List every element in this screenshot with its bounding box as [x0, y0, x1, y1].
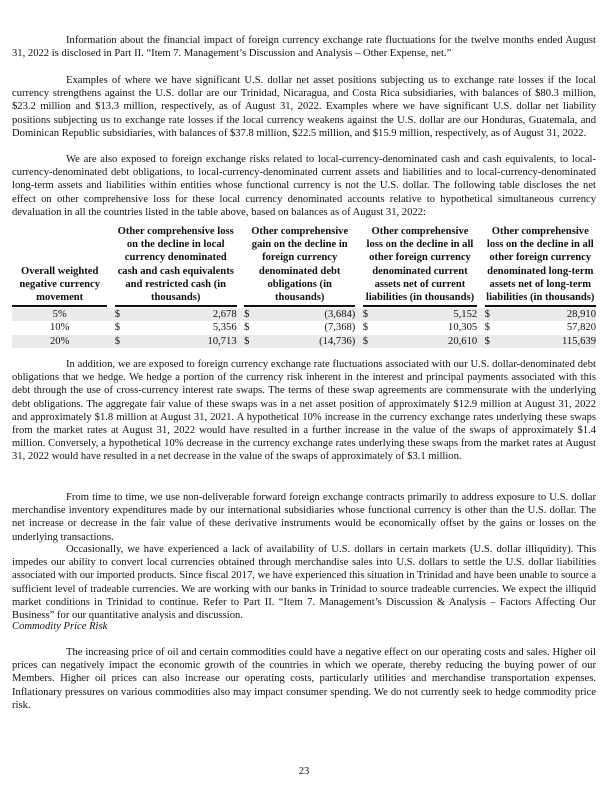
paragraph-local-currency-risk [12, 153, 596, 219]
column-header-movement: Overall weighted negative currency movement [12, 225, 107, 308]
paragraph-commodity-risk [12, 646, 596, 712]
cell-currency: $ [244, 308, 259, 321]
cell-current: 5,152 [378, 308, 478, 321]
paragraph-net-positions [12, 74, 596, 140]
cell-currency: $ [484, 322, 490, 334]
paragraph-text: We are also exposed to foreign exchange risks related to local-currency-denominated cash and cash equivalents, to local-currency-denominated debt obligations, to local-currency-denominated current assets and liabilities and to local-currency-denominated long-term assets and liabilities within entities whose functional currency is not the U.S. dollar. The following table discloses the net effect on other comprehensive loss for these local currency denominated accounts relative to hypothetical simultaneous currency devaluation in all the countries listed in the table above, based on balances as of August 31, 2022: [12, 154, 596, 218]
cell-debt: (14,736) [259, 335, 355, 348]
cell-debt: (7,368) [324, 322, 356, 334]
cell-movement: 5% [12, 308, 107, 321]
table-row [12, 335, 596, 348]
paragraph-text: Information about the financial impact of foreign currency exchange rate fluctuations for the twelve months ended August 31, 2022 is disclosed in Part II. “Item 7. Management’s Discussion and Analysis – Other Expense, net.” [12, 35, 596, 60]
cell-longterm: 28,910 [499, 308, 596, 321]
paragraph-text: From time to time, we use non-deliverable forward foreign exchange contracts primarily to address exposure to U.S. dollar merchandise inventory expenditures made by our international subsidiaries whose functional currency is other than the U.S. dollar. The net increase or decrease in the fair value of these derivative instruments would be economically offset by the gains or losses on the underlying transactions. [12, 492, 596, 543]
cell-cash: 2,678 [130, 308, 237, 321]
cell-movement: 10% [49, 322, 70, 334]
paragraph-text: The increasing price of oil and certain commodities could have a negative effect on our operating costs and sales. Higher oil prices can negatively impact the economic growth of the countries in which we operate, thereby reducing the buying power of our Members. Higher oil prices can also increase our operating costs, particularly utilities and merchandise transportation expenses. Inflationary pressures on various commodities also may impact consumer spending. We do not currently seek to hedge commodity price risk. [12, 647, 596, 711]
cell-currency: $ [363, 335, 378, 348]
table-row [12, 321, 596, 334]
cell-movement: 20% [12, 335, 107, 348]
section-heading: Commodity Price Risk [12, 621, 108, 632]
column-header-cash: Other comprehensive loss on the decline in local currency denominated cash and cash equivalents and restricted cash (in thousands) [115, 225, 237, 308]
paragraph-financial-impact [12, 34, 596, 60]
cell-current: 20,610 [378, 335, 478, 348]
cell-currency: $ [244, 322, 250, 334]
cell-currency: $ [115, 308, 130, 321]
table-header-row [12, 225, 596, 308]
paragraph-dollar-illiquidity [12, 543, 596, 622]
paragraph-text: Examples of where we have significant U.S. dollar net asset positions subjecting us to exchange rate losses if the local currency strengthens against the U.S. dollar are our Trinidad, Nicaragua, and Costa Rica subsidiaries, with balances of $80.3 million, $23.2 million and $13.3 million, respectively, as of August 31, 2022. Examples where we have significant U.S. dollar net liability positions subjecting us to exchange rate losses if the local currency weakens against the U.S. dollar are our Honduras, Guatemala, and Dominican Republic subsidiaries, with balances of $37.8 million, $22.5 million, and $15.9 million, respectively, as of August 31, 2022. [12, 75, 596, 139]
currency-sensitivity-table [12, 225, 596, 348]
cell-currency: $ [362, 322, 369, 334]
cell-currency: $ [114, 322, 121, 334]
paragraph-text: Occasionally, we have experienced a lack of availability of U.S. dollars in certain markets (U.S. dollar illiquidity). This impedes our ability to convert local currencies obtained through merchandise sales into U.S. dollars to settle the U.S. dollar liabilities associated with our imported products. Since fiscal 2017, we have experienced this situation in Trinidad and have been unable to source a sufficient level of tradeable currencies. We are working with our banks in Trinidad to source tradeable currencies. We expect the illiquid market conditions in Trinidad to continue. Refer to Part II. “Item 7. Management’s Discussion & Analysis – Factors Affecting Our Business” for our quantitative analysis and discussion. [12, 544, 596, 622]
column-header-longterm: Other comprehensive loss on the decline in all other foreign currency denominated long-term assets net of long-term liabilities (in thousands) [485, 225, 596, 308]
paragraph-forward-contracts [12, 491, 596, 544]
cell-currency: $ [485, 308, 500, 321]
cell-currency: $ [485, 335, 500, 348]
cell-longterm: 57,820 [566, 322, 596, 334]
cell-cash: 10,713 [130, 335, 237, 348]
table-row [12, 308, 596, 321]
cell-currency: $ [115, 335, 130, 348]
cell-currency: $ [244, 335, 259, 348]
paragraph-hedged-debt [12, 358, 596, 464]
column-header-current: Other comprehensive loss on the decline in all other foreign currency denominated current assets net of current liabilities (in thousands) [363, 225, 477, 308]
page-number: 23 [298, 766, 310, 777]
section-heading-commodity-price-risk [12, 620, 596, 633]
cell-longterm: 115,639 [499, 335, 596, 348]
cell-current: 10,305 [448, 322, 478, 334]
cell-currency: $ [363, 308, 378, 321]
paragraph-text: In addition, we are exposed to foreign currency exchange rate fluctuations associated with our U.S. dollar-denominated debt obligations that we hedge. We hedge a portion of the currency risk inherent in the interest and principal payments associated with this debt through the use of cross-currency interest rate swaps. The terms of these swap agreements are commensurate with the underlying debt obligations. The aggregate fair value of these swaps was in a net asset position of approximately $12.9 million at August 31, 2022 and approximately $1.8 million at August 31, 2021. A hypothetical 10% increase in the currency exchange rates underlying these swaps from the market rates at August 31, 2022 would have resulted in a further increase in the value of the swaps of approximately $1.4 million. Conversely, a hypothetical 10% decrease in the currency exchange rates underlying these swaps from the market rates at August 31, 2022 would have resulted in a net decrease in the value of the swaps of approximately of $3.1 million. [12, 359, 596, 463]
cell-debt: (3,684) [259, 308, 355, 321]
column-header-debt: Other comprehensive gain on the decline in foreign currency denominated debt obligations (in thousands) [244, 225, 355, 308]
cell-cash: 5,356 [212, 322, 237, 334]
